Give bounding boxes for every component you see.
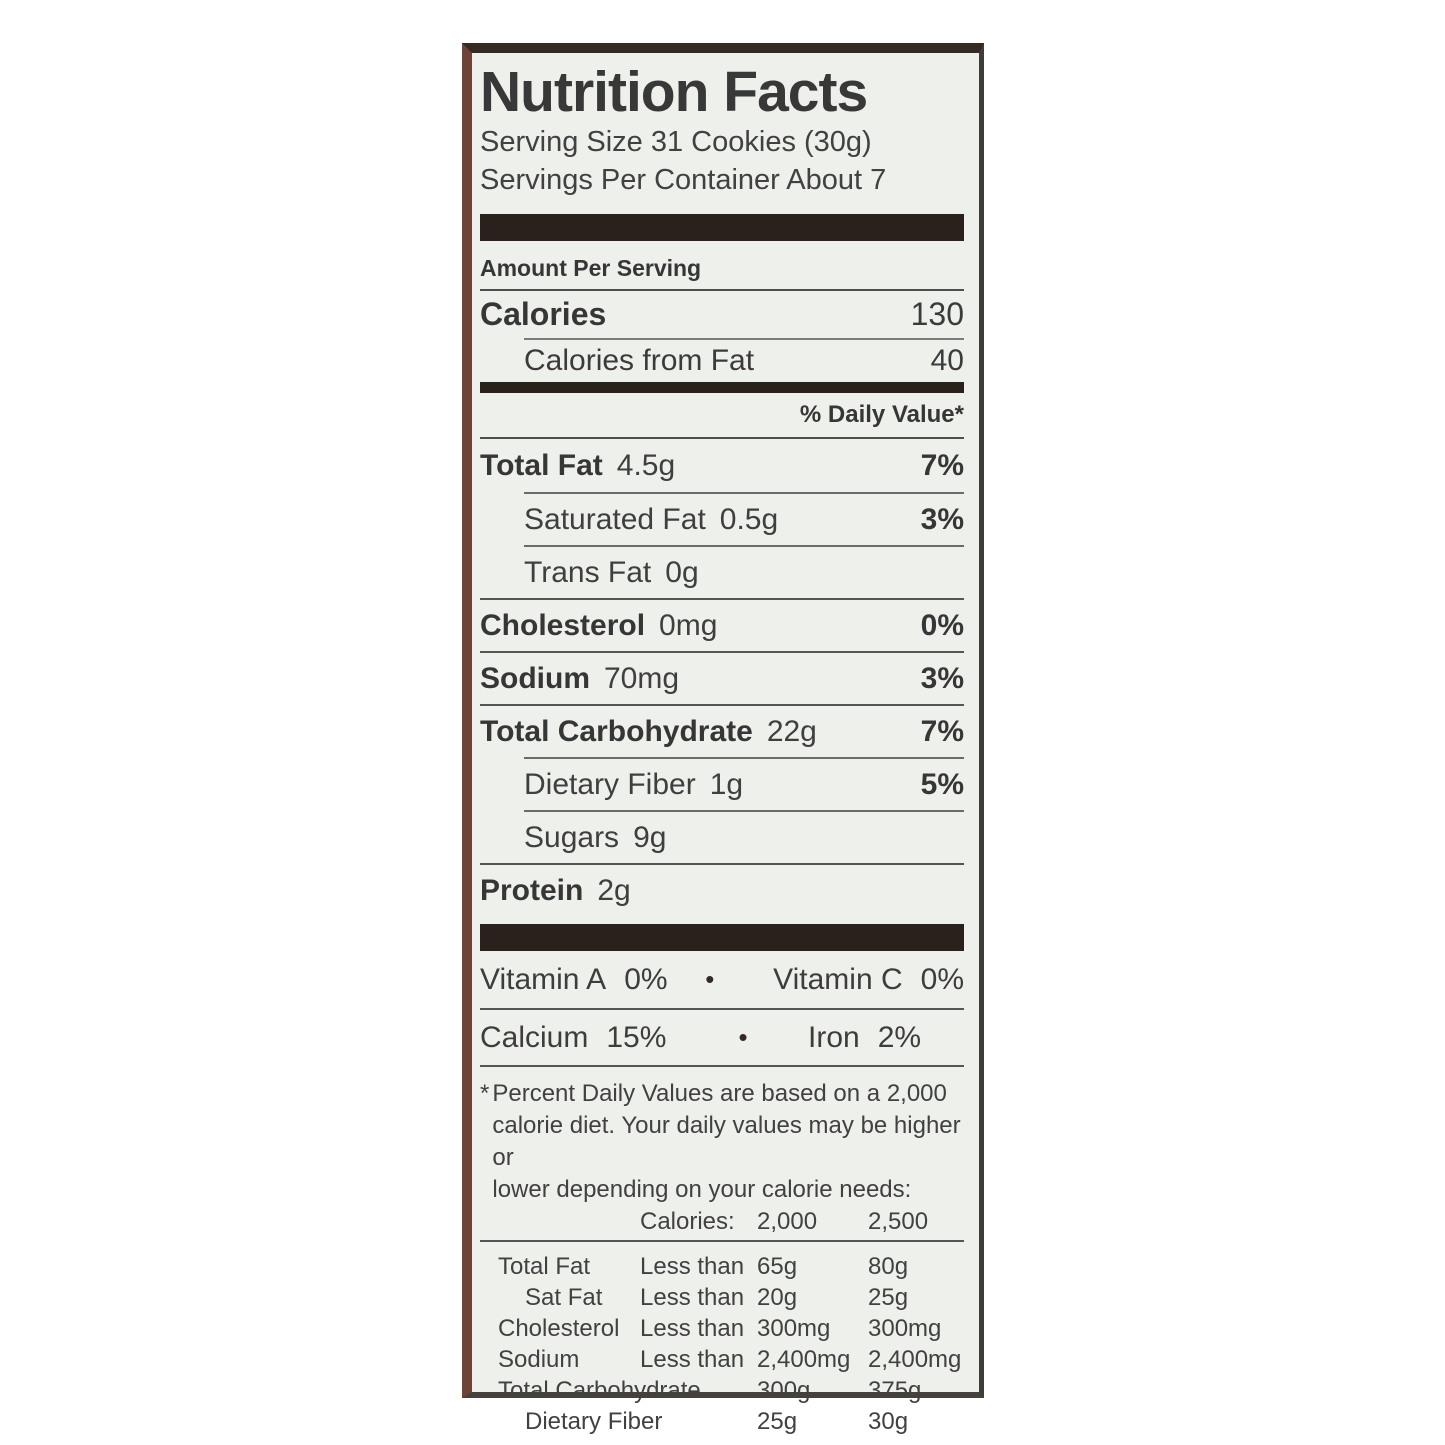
nutrient-name: Saturated Fat [524, 502, 706, 536]
nutrient-dv: 7% [920, 448, 964, 482]
ref-2500-value: 25g [868, 1284, 909, 1311]
nutrient-name: Cholesterol [480, 608, 646, 642]
nutrient-name: Protein [480, 873, 584, 907]
footnote-line-3: lower depending on your calorie needs: [492, 1176, 912, 1203]
ref-2500-value: 375g [868, 1377, 922, 1404]
calories-from-fat-label: Calories from Fat [524, 344, 755, 377]
ref-name: Total Carbohydrate [498, 1377, 701, 1404]
nutrient-row-sodium [480, 651, 964, 704]
servings-per-container-text: Servings Per Container About 7 [480, 164, 887, 196]
ref-2500-value: 30g [868, 1408, 909, 1435]
divider-bar-mid [480, 382, 964, 393]
footnote-asterisk: * [480, 1080, 490, 1107]
ref-qualifier: Less than [640, 1284, 745, 1311]
amount-per-serving-heading: Amount Per Serving [480, 255, 964, 291]
reference-row-total-fat [480, 1251, 964, 1282]
reference-table [480, 1251, 964, 1437]
reference-row-total-carbohydrate [480, 1375, 964, 1406]
nutrient-name: Sodium [480, 661, 590, 695]
nutrient-row-total-fat [480, 439, 964, 492]
calories-from-fat-row [524, 338, 964, 382]
nutrient-row-protein [480, 863, 964, 916]
ref-2000-value: 20g [757, 1284, 798, 1311]
ref-2000-value: 300g [757, 1377, 811, 1404]
calories-from-fat-value: 40 [930, 344, 964, 377]
vitamin-a-value: 0% [624, 962, 668, 996]
nutrient-row-dietary-fiber [524, 757, 964, 810]
nutrient-row-trans-fat [524, 545, 964, 598]
nutrient-name: Sugars [524, 820, 620, 854]
vitamin-c-value: 0% [920, 962, 964, 996]
ref-qualifier: Less than [640, 1253, 745, 1280]
calories-header-label: Calories: [640, 1208, 735, 1235]
vitamin-row-calcium-iron [480, 1008, 964, 1065]
ref-name: Cholesterol [498, 1315, 620, 1342]
vitamin-c-name: Vitamin C [773, 962, 903, 996]
nutrient-dv: 5% [920, 767, 964, 801]
ref-2500-value: 80g [868, 1253, 909, 1280]
nutrient-row-sugars [524, 810, 964, 863]
nutrient-amount: 70mg [604, 661, 680, 695]
ref-2000-value: 25g [757, 1408, 798, 1435]
vitamin-row-a-c [480, 951, 964, 1008]
reference-row-sodium [480, 1344, 964, 1375]
daily-values-footnote [480, 1067, 964, 1206]
divider-bar-bottom [480, 924, 964, 951]
vitamins-section [480, 951, 964, 1067]
calcium-name: Calcium [480, 1020, 589, 1054]
vitamin-a-name: Vitamin A [480, 962, 607, 996]
divider-bar-top [480, 214, 964, 241]
nutrient-row-saturated-fat [524, 492, 964, 545]
ref-2000-value: 65g [757, 1253, 798, 1280]
calories-label: Calories [480, 296, 607, 332]
nutrient-name: Total Carbohydrate [480, 714, 753, 748]
nutrient-name: Dietary Fiber [524, 767, 696, 801]
nutrient-row-cholesterol [480, 598, 964, 651]
ref-name: Dietary Fiber [525, 1408, 663, 1435]
daily-value-header: % Daily Value* [480, 393, 964, 439]
nutrient-amount: 22g [766, 714, 817, 748]
reference-table-header [480, 1206, 964, 1242]
ref-name: Sat Fat [525, 1284, 603, 1311]
nutrient-dv: 7% [920, 714, 964, 748]
nutrient-dv: 3% [920, 661, 964, 695]
reference-row-dietary-fiber [480, 1406, 964, 1437]
nutrient-name: Trans Fat [524, 555, 652, 589]
reference-row-sat-fat [480, 1282, 964, 1313]
nutrient-amount: 4.5g [616, 448, 676, 482]
iron-name: Iron [808, 1020, 860, 1054]
footnote-line-2: calorie diet. Your daily values may be higher or [492, 1112, 961, 1171]
nutrient-amount: 9g [633, 820, 667, 854]
label-title: Nutrition Facts [480, 60, 868, 124]
serving-size-text: Serving Size 31 Cookies (30g) [480, 126, 872, 158]
iron-value: 2% [877, 1020, 922, 1054]
nutrient-amount: 0.5g [719, 502, 779, 536]
ref-2000-value: 2,400mg [757, 1346, 851, 1373]
calories-row [480, 291, 964, 338]
ref-2500-value: 300mg [868, 1315, 942, 1342]
reference-row-cholesterol [480, 1313, 964, 1344]
nutrient-dv: 3% [920, 502, 964, 536]
col-2000-header: 2,000 [757, 1208, 818, 1235]
nutrient-amount: 2g [597, 873, 631, 907]
ref-2500-value: 2,400mg [868, 1346, 962, 1373]
nutrient-dv: 0% [920, 608, 964, 642]
nutrient-amount: 0mg [659, 608, 718, 642]
calcium-value: 15% [606, 1020, 667, 1054]
nutrition-facts-label [462, 43, 984, 1435]
nutrient-name: Total Fat [480, 448, 603, 482]
ref-2000-value: 300mg [757, 1315, 831, 1342]
calories-value: 130 [910, 296, 964, 332]
bullet-separator: • [705, 964, 715, 994]
ref-name: Sodium [498, 1346, 580, 1373]
nutrient-amount: 0g [665, 555, 699, 589]
ref-name: Total Fat [498, 1253, 591, 1280]
ref-qualifier: Less than [640, 1315, 745, 1342]
nutrient-amount: 1g [709, 767, 744, 801]
nutrient-row-total-carbohydrate [480, 704, 964, 757]
footnote-line-1: Percent Daily Values are based on a 2,000 [492, 1080, 947, 1107]
col-2500-header: 2,500 [868, 1208, 929, 1235]
bullet-separator: • [738, 1022, 748, 1052]
ref-qualifier: Less than [640, 1346, 745, 1373]
